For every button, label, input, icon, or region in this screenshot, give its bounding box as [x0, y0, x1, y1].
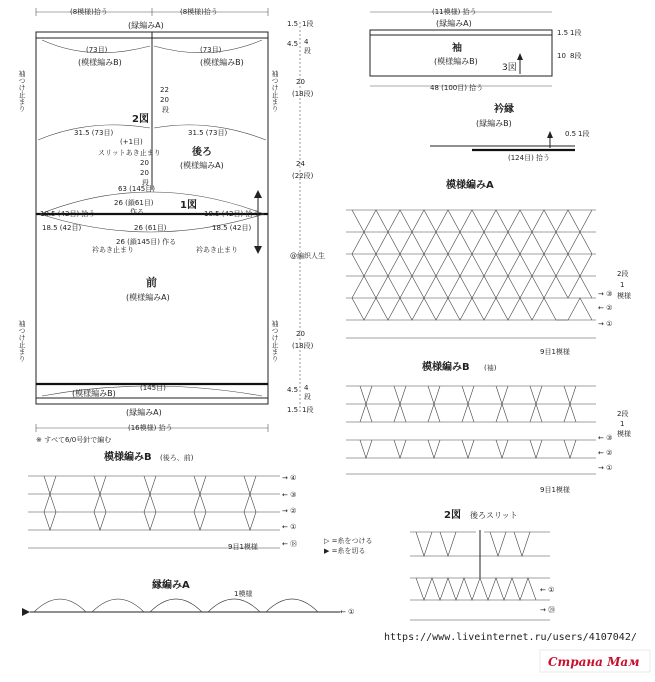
sleeve-stop-lower-left: 袖つけ止まり [18, 320, 26, 362]
collar-count: (124目) 拾う [508, 154, 551, 162]
mid-right: 18.5 (42目) 拾う [204, 210, 260, 218]
sleeve-title: 袖 [452, 43, 462, 54]
sleeve-dim-side: 10 [557, 52, 566, 60]
dim-4-5-top: 4.5 [287, 40, 299, 48]
pattern-a-chart [346, 178, 631, 356]
dim-22: (22段) [292, 172, 314, 180]
collar-pattern: (縁編みB) [476, 119, 512, 128]
pattern-b-sleeve-chart [346, 360, 631, 494]
low-center: 26 (61目) [134, 224, 167, 232]
pattern-b-sleeve-repeat: 9目1模様 [540, 486, 570, 494]
sleeve-top-count: (11模様) 拾う [432, 8, 477, 16]
pattern-b-sleeve-stitches [346, 386, 596, 474]
slit-rows-3: 段 [162, 106, 169, 114]
dim-1row-top: 1段 [302, 20, 314, 28]
pattern-b-body-repeat: 9目1模様 [228, 543, 258, 551]
dim-row-bottom: 段 [304, 393, 311, 401]
low-left: 18.5 (42目) [42, 224, 82, 232]
pattern-b-body-stitches [28, 476, 280, 548]
full-width: 63 (145目) [118, 185, 155, 193]
back-b-count-right: (73目) [200, 46, 222, 54]
pattern-b-body-mark-3: ← ③ [282, 491, 297, 499]
width-right: 31.5 (73目) [188, 129, 228, 137]
sleeve-dim-top-rows: 1段 [570, 29, 582, 37]
pattern-b-body-mark-4: → ④ [282, 474, 297, 482]
pattern-b-sleeve-mark-2: ← ② [598, 449, 613, 457]
pattern-a-mark-2: ← ② [598, 304, 613, 312]
fig2-marker: 2図 [132, 114, 149, 125]
dim-18-top: (18段) [292, 90, 314, 98]
diagram-watermark: @編织人生 [290, 252, 325, 260]
pattern-b-body-mark-2: → ② [282, 507, 297, 515]
legend-attach: ▷ =糸をつける [324, 537, 373, 545]
pattern-a-title: 模様編みA [446, 180, 494, 191]
pattern-a-side-3: 模様 [617, 292, 631, 300]
slit-fig-title: 2図 [444, 510, 461, 521]
sleeve-edge-a: (縁編みA) [436, 19, 472, 28]
width-left: 31.5 (73目) [74, 129, 114, 137]
pattern-b-sleeve-title: 模様編みB [422, 362, 470, 373]
slit-rows-2: 20 [160, 96, 169, 104]
source-url: https://www.liveinternet.ru/users/4107042/ [384, 632, 637, 643]
pattern-b-body-mark-1: ← ① [282, 523, 297, 531]
pattern-b-sleeve-mark-1: → ① [598, 464, 613, 472]
collar-diagram [430, 102, 589, 162]
low-right: 18.5 (42目) [212, 224, 252, 232]
sleeve-stop-upper-right: 袖つけ止まり [271, 70, 279, 112]
slit-mark-1: ← ① [540, 586, 555, 594]
mid-rows-3: 段 [142, 179, 149, 187]
pattern-b-sleeve-mark-3: ← ③ [598, 434, 613, 442]
back-b-count-left: (73目) [86, 46, 108, 54]
back-pattern: (模様編みA) [180, 161, 224, 170]
sleeve-stop-upper-left: 袖つけ止まり [18, 70, 26, 112]
top-width-right: (8模様)拾う [180, 8, 218, 16]
mid-rows-2: 20 [140, 169, 149, 177]
make-label: 作る [130, 208, 144, 216]
slit-diagram [410, 508, 555, 620]
edge-a-mark: ← ① [340, 608, 355, 616]
dim-1row-bottom: 1段 [302, 406, 314, 414]
front-title: 前 [146, 276, 157, 289]
dim-1-5-bottom: 1.5 [287, 406, 299, 414]
slit-end: スリットあき止まり [98, 149, 161, 157]
dim-20-bottom: 20 [296, 330, 305, 338]
pattern-b-sleeve-side-2: 1 [620, 420, 625, 428]
bottom-b-label: (模様編みB) [72, 389, 116, 398]
chain-note: 26 (鎖145目) 作る [116, 238, 177, 246]
center-chain: 26 (鎖61目) [114, 199, 154, 207]
pattern-b-body-title: 模様編みB [104, 452, 152, 463]
collar-title: 衿縁 [494, 104, 514, 115]
pattern-b-body-sub: (後ろ、前) [160, 454, 194, 462]
sleeve-width: 48 (100目) 拾う [430, 84, 484, 92]
neck-stop-right: 衿あき止まり [196, 246, 238, 254]
back-title: 後ろ [192, 147, 212, 158]
slit-subtitle: 後ろスリット [470, 511, 518, 520]
legend-cut: ▶ =糸を切る [324, 547, 366, 555]
main-garment-diagram [18, 7, 325, 444]
neck-stop-left: 衿あき止まり [92, 246, 134, 254]
dim-4-bottom: 4 [304, 384, 309, 392]
back-b-label-left: (模様編みB) [78, 58, 122, 67]
dim-row-top: 段 [304, 47, 311, 55]
pattern-b-sleeve-side-1: 2段 [617, 410, 629, 418]
pattern-a-mark-1: → ① [598, 320, 613, 328]
collar-dim: 0.5 [565, 130, 577, 138]
fig3-marker: 3図 [502, 63, 517, 73]
pattern-b-body-mark-18: ← ⑱ [282, 540, 298, 548]
edge-a-title: 縁編みA [152, 580, 190, 591]
collar-dim-rows: 1段 [578, 130, 590, 138]
sleeve-pattern: (模様編みB) [434, 57, 478, 66]
mid-rows-1: 20 [140, 159, 149, 167]
site-watermark: Страна Мам [548, 655, 640, 669]
front-pattern: (模様編みA) [126, 293, 170, 302]
pattern-a-repeat: 9目1模様 [540, 348, 570, 356]
needle-note: ※ すべて6/0号針で編む [36, 436, 112, 444]
bottom-count: (145目) [140, 384, 166, 392]
back-b-label-right: (模様編みB) [200, 58, 244, 67]
slit-rows-1: 22 [160, 86, 169, 94]
mid-left: 18.5 (42目) 拾う [40, 210, 96, 218]
sleeve-dim-top: 1.5 [557, 29, 569, 37]
bottom-a-label: (縁編みA) [126, 408, 162, 417]
yarn-legend [324, 536, 372, 555]
dim-18-bottom: (18段) [292, 342, 314, 350]
dim-1-5-top: 1.5 [287, 20, 299, 28]
plus-one: (+1目) [120, 138, 143, 146]
sleeve-stop-lower-right: 袖つけ止まり [271, 320, 279, 362]
top-width-left: (8模様)拾う [70, 8, 108, 16]
dim-4-top: 4 [304, 38, 309, 46]
fig1-marker: 1図 [180, 200, 197, 211]
pattern-b-body-chart [28, 450, 297, 551]
pattern-b-sleeve-side-3: 模様 [617, 430, 631, 438]
dim-20-top: 20 [296, 78, 305, 86]
edge-pattern-a-chart [22, 578, 354, 616]
vertical-dimensions [287, 19, 314, 414]
pattern-a-side-2: 1 [620, 281, 625, 289]
pattern-a-mark-3: → ③ [598, 290, 613, 298]
bottom-width: (16模様) 拾う [128, 424, 173, 432]
pattern-a-side-1: 2段 [617, 270, 629, 278]
edge-a-repeat: 1模様 [234, 590, 253, 598]
top-edge-a: (縁編みA) [128, 21, 164, 30]
pattern-b-sleeve-sub: (袖) [484, 364, 497, 372]
dim-4-5-bottom: 4.5 [287, 386, 299, 394]
sleeve-dim-side-rows: 8段 [570, 52, 582, 60]
pattern-a-stitches [346, 210, 596, 338]
dim-24: 24 [296, 160, 305, 168]
slit-mark-20: → ⑳ [540, 606, 556, 614]
sleeve-diagram [370, 7, 581, 92]
